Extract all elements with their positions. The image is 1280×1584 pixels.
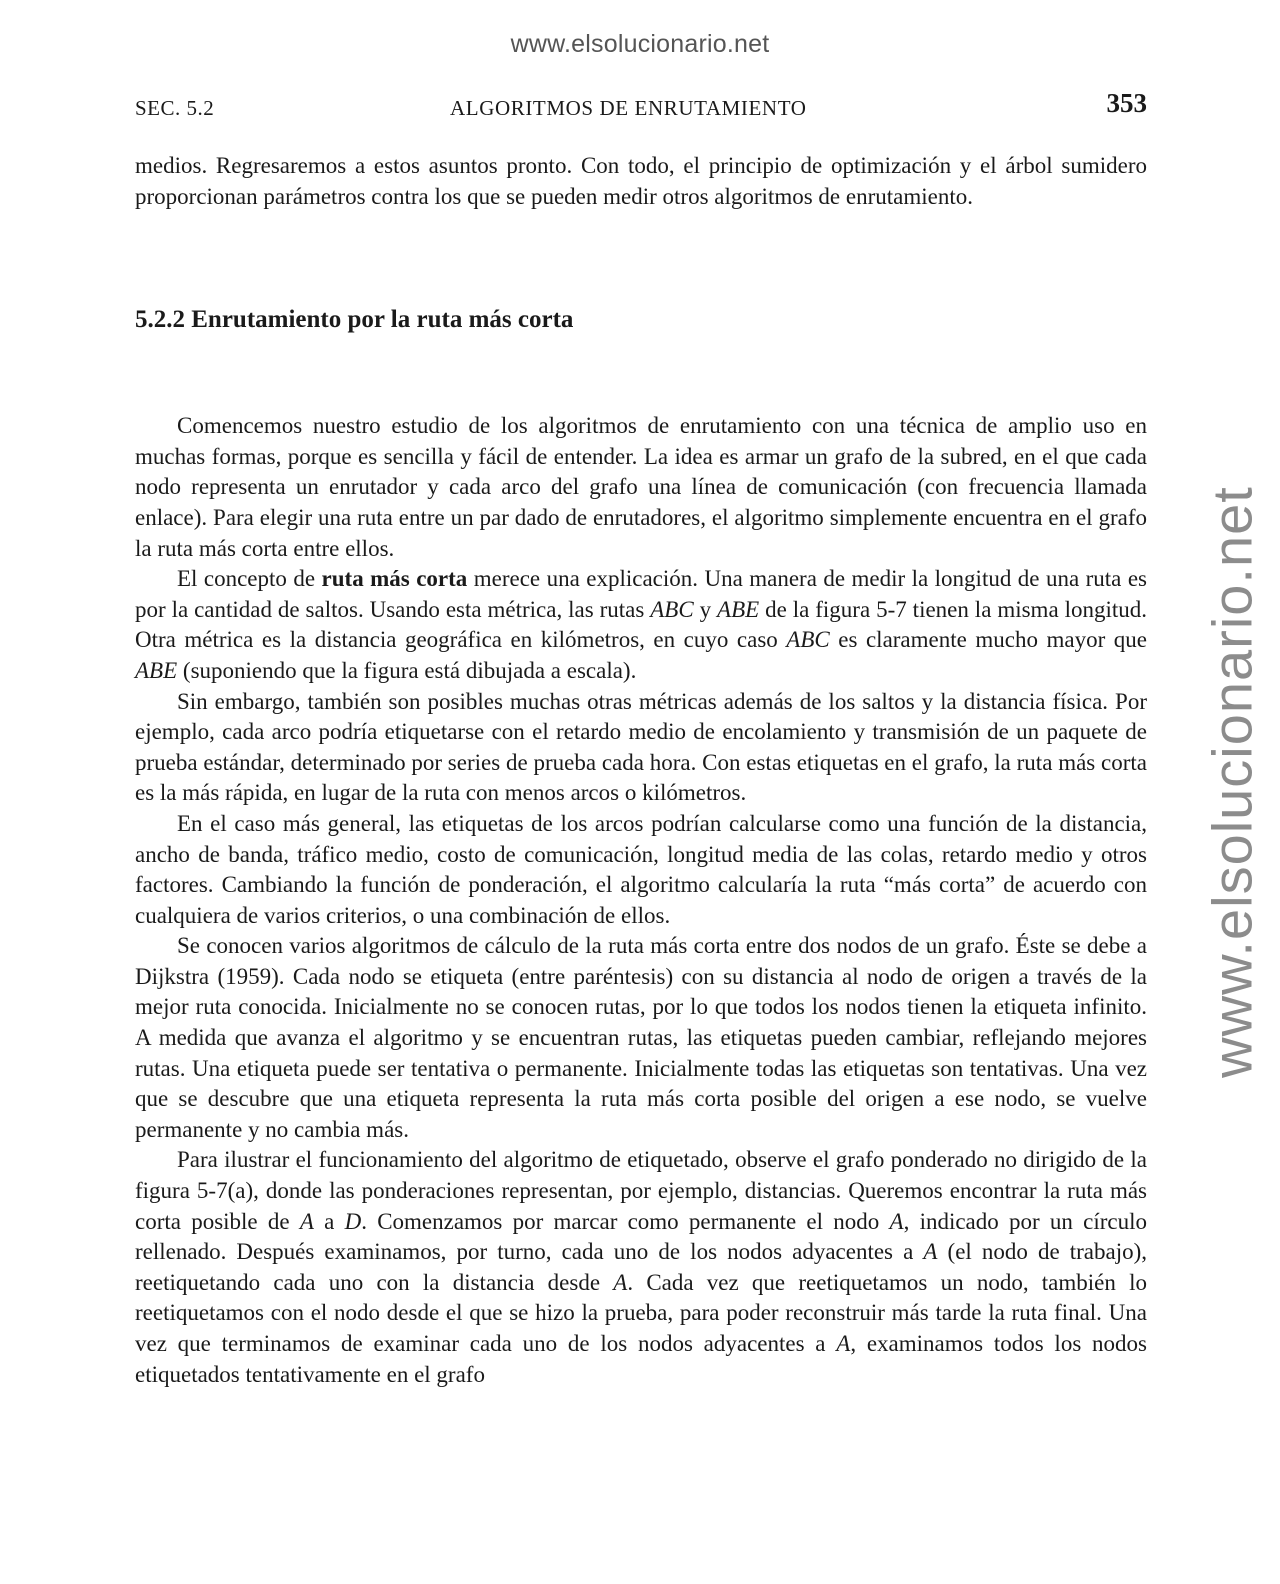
paragraph-6 xyxy=(135,1145,1147,1390)
route-label: ABE xyxy=(135,657,178,683)
text-run: a xyxy=(313,1208,345,1234)
paragraph-5: Se conocen varios algoritmos de cálculo de la ruta más corta entre dos nodos de un grafo. Éste se debe a Dijkstra (1959). Cada nodo se etiqueta (entre paréntesis) con su distancia al nodo de origen a través de la mejor ruta conocida. Inicialmente no se conocen rutas, por lo que todos los nodos tienen la etiqueta infinito. A medida que avanza el algoritmo y se encuentran rutas, las etiquetas pueden cambiar, reflejando mejores rutas. Una etiqueta puede ser tentativa o permanente. Inicialmente todas las etiquetas son tentativas. Una vez que se descubre que una etiqueta representa la ruta más corta posible del origen a ese nodo, se vuelve permanente y no cambia más. xyxy=(135,933,1147,1142)
text-run: merece una explicación. Una manera de medir la longitud de una ruta es por la cantidad de saltos. Usando esta métrica, las rutas xyxy=(135,566,1147,622)
watermark-url-top: www.elsolucionario.net xyxy=(510,30,770,58)
text-run: de la figura 5-7 tienen la misma longitud. Otra métrica es la distancia geográfica en kilómetros, en cuyo caso xyxy=(135,596,1147,653)
text-run: Para ilustrar el funcionamiento del algoritmo de etiquetado, observe el grafo ponderado no dirigido de la figura 5-7(a), donde las ponderaciones representan, por ejemplo, distancias. Queremos encontrar la ruta más corta posible de xyxy=(135,1147,1147,1234)
heading-spacer xyxy=(135,336,1147,411)
paragraph-continued: medios. Regresaremos a estos asuntos pronto. Con todo, el principio de optimización y el árbol sumidero proporcionan parámetros contra los que se pueden medir otros algoritmos de enrutamiento. xyxy=(135,153,1147,209)
node-label: A xyxy=(613,1269,628,1295)
route-label: ABE xyxy=(717,596,760,622)
node-label: A xyxy=(889,1208,904,1234)
text-run: es claramente mucho mayor que xyxy=(829,627,1147,653)
node-label: A xyxy=(836,1331,851,1356)
route-label: ABC xyxy=(650,596,694,622)
node-label: D xyxy=(344,1208,362,1234)
text-run: y xyxy=(693,596,718,622)
watermark-url-side: www.elsolucionario.net xyxy=(1200,486,1264,1078)
route-label: ABC xyxy=(786,627,830,653)
text-run: , examinamos todos los nodos etiquetados tentativamente en el grafo xyxy=(135,1331,1147,1387)
text-run: , indicado por un círculo rellenado. Después examinamos, por turno, cada uno de los nodos adyacentes a xyxy=(135,1208,1147,1265)
text-run: . Cada vez que reetiquetamos un nodo, también lo reetiquetamos con el nodo desde el que se hizo la prueba, para poder reconstruir más tarde la ruta final. Una vez que terminamos de examinar cada uno de los nodos adyacentes a xyxy=(135,1269,1147,1356)
running-header xyxy=(135,88,1147,124)
term-bold: ruta más corta xyxy=(321,566,468,592)
text-run: . Comenzamos por marcar como permanente el nodo xyxy=(361,1208,890,1234)
section-heading: 5.2.2 Enrutamiento por la ruta más corta xyxy=(135,306,574,334)
node-label: A xyxy=(299,1208,314,1234)
text-run: (el nodo de trabajo), reetiquetando cada uno con la distancia desde xyxy=(135,1239,1148,1295)
node-label: A xyxy=(923,1239,938,1265)
paragraph-2 xyxy=(135,564,1147,686)
chapter-title: ALGORITMOS DE ENRUTAMIENTO xyxy=(450,96,807,120)
paragraph-4: En el caso más general, las etiquetas de los arcos podrían calcularse como una función de la distancia, ancho de banda, tráfico medio, costo de comunicación, longitud media de las colas, retardo medio y otros factores. Cambiando la función de ponderación, el algoritmo calcularía la ruta “más corta” de acuerdo con cualquiera de varios criterios, o una combinación de ellos. xyxy=(135,810,1147,928)
page-body xyxy=(135,151,1147,1390)
text-run: (suponiendo que la figura está dibujada a escala). xyxy=(177,657,637,683)
paragraph-3: Sin embargo, también son posibles muchas otras métricas además de los saltos y la distancia física. Por ejemplo, cada arco podría etiquetarse con el retardo medio de encolamiento y transmisión de un paquete de prueba estándar, determinado por series de prueba cada hora. Con estas etiquetas en el grafo, la ruta más corta es la más rápida, en lugar de la ruta con menos arcos o kilómetros. xyxy=(135,688,1147,806)
text-run: El concepto de xyxy=(177,566,322,592)
paragraph-1: Comencemos nuestro estudio de los algoritmos de enrutamiento con una técnica de amplio uso en muchas formas, porque es sencilla y fácil de entender. La idea es armar un grafo de la subred, en el que cada nodo representa un enrutador y cada arco del grafo una línea de comunicación (con frecuencia llamada enlace). Para elegir una ruta entre un par dado de enrutadores, el algoritmo simplemente encuentra en el grafo la ruta más corta entre ellos. xyxy=(135,413,1147,561)
page-number: 353 xyxy=(1106,88,1147,118)
section-number: SEC. 5.2 xyxy=(135,96,215,120)
